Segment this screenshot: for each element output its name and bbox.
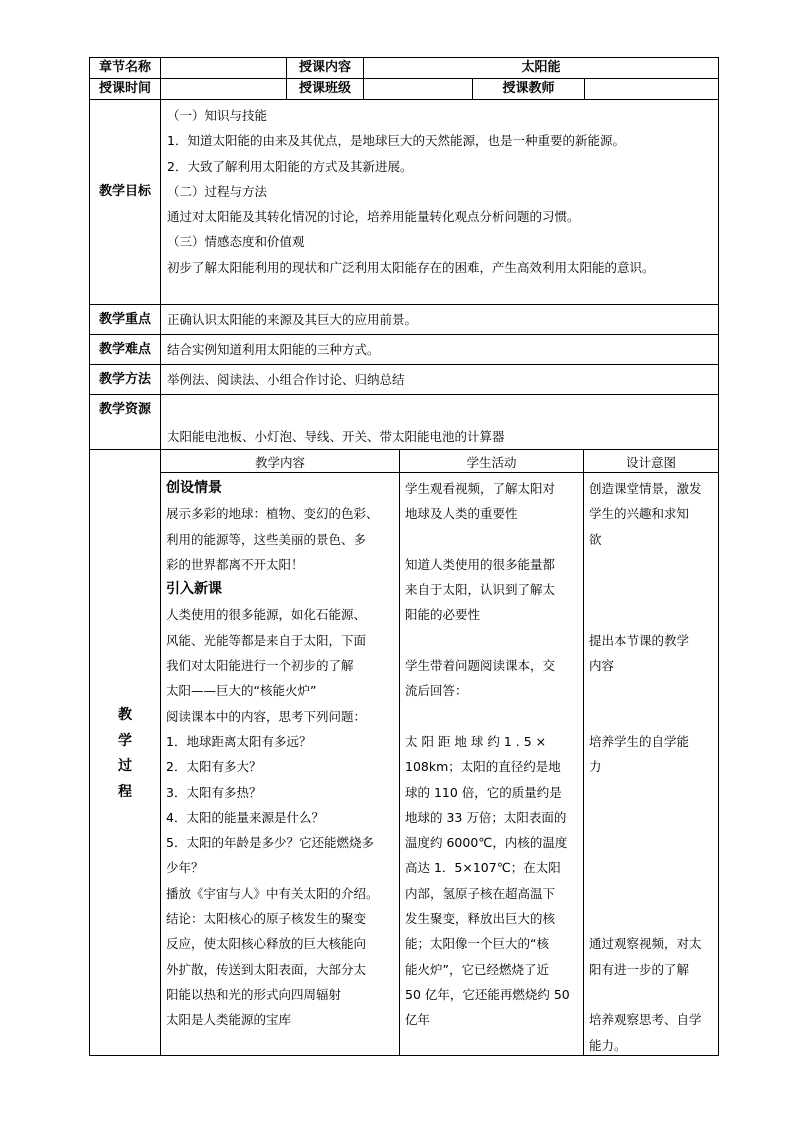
design-line xyxy=(589,881,717,906)
rule-process-header xyxy=(160,472,719,473)
student-line: 能；太阳像一个巨大的“核 xyxy=(405,936,549,952)
content-line: 展示多彩的地球：植物、变幻的色彩、 xyxy=(166,506,379,522)
design-line xyxy=(589,552,717,577)
content-line: 播放《宇宙与人》中有关太阳的介绍。 xyxy=(166,885,379,901)
col-header-student: 学生活动 xyxy=(466,455,517,470)
method-label: 教学方法 xyxy=(98,372,151,387)
rule-left xyxy=(89,57,90,1056)
student-line: 学生带着问题阅读课本，交 xyxy=(405,658,556,674)
class-label: 授课班级 xyxy=(298,81,351,96)
resources-label: 教学资源 xyxy=(98,402,151,417)
rule-right xyxy=(718,57,719,1056)
design-line xyxy=(589,704,717,729)
rule-h-col5 xyxy=(584,78,585,99)
content-line: 外扩散，传送到太阳表面，大部分太 xyxy=(166,961,367,977)
student-line: 亿年 xyxy=(405,1012,431,1028)
student-line: 来自于太阳，认识到了解太 xyxy=(405,582,556,598)
section-heading: 创设情景 xyxy=(166,480,222,496)
student-line xyxy=(405,628,581,653)
resources-text: 太阳能电池板、小灯泡、导线、开关、带太阳能电池的计算器 xyxy=(167,429,505,444)
teacher-label: 授课教师 xyxy=(502,81,555,96)
section-heading: 引入新课 xyxy=(166,581,222,598)
content-line: 少年？ xyxy=(166,860,204,876)
design-line: 内容 xyxy=(589,658,615,674)
objective-line: （二）过程与方法 xyxy=(167,183,268,199)
design-line: 创造课堂情景，激发 xyxy=(589,481,702,496)
process-label xyxy=(90,703,160,805)
student-line: 流后回答： xyxy=(405,683,468,699)
content-line: 我们对太阳能进行一个初步的了解 xyxy=(166,658,354,674)
col-header-design: 设计意图 xyxy=(625,455,676,470)
student-line: 温度约 6000℃，内核的温度 xyxy=(405,835,568,851)
keypoint-label: 教学重点 xyxy=(98,312,151,327)
process-label-char: 学 xyxy=(118,732,132,749)
rule-row1 xyxy=(89,78,719,79)
student-line: 发生聚变，释放出巨大的核 xyxy=(405,911,556,927)
student-line: 球的 110 倍，它的质量约是 xyxy=(405,784,562,800)
content-line: 利用的能源等，这些美丽的景色、多 xyxy=(166,531,367,547)
content-line: 3．太阳有多热？ xyxy=(166,784,262,800)
design-line: 阳有进一步的了解 xyxy=(589,961,690,977)
design-column xyxy=(589,476,717,1058)
content-column xyxy=(166,476,398,1033)
keypoint-text: 正确认识太阳能的来源及其巨大的应用前景。 xyxy=(167,312,418,327)
time-label: 授课时间 xyxy=(98,81,151,96)
rule-keypoint xyxy=(89,334,719,335)
design-line: 能力。 xyxy=(589,1037,627,1053)
design-line xyxy=(589,855,717,880)
objective-line: 初步了解太阳能利用的现状和广泛利用太阳能存在的困难，产生高效利用太阳能的意识。 xyxy=(167,259,655,275)
student-line: 高达 1．5×107℃；在太阳 xyxy=(405,860,561,876)
student-line: 阳能的必要性 xyxy=(405,607,481,623)
content-line: 反应，使太阳核心释放的巨大核能向 xyxy=(166,936,367,952)
student-line: 能火炉”，它已经燃烧了近 xyxy=(405,961,549,977)
rule-difficulty xyxy=(89,364,719,365)
content-line: 太阳是人类能源的宝库 xyxy=(166,1012,292,1028)
student-line: 地球的 33 万倍；太阳表面的 xyxy=(405,809,567,825)
design-line: 学生的兴趣和求知 xyxy=(589,506,690,522)
design-line: 培养观察思考、自学 xyxy=(589,1012,702,1028)
content-line: 2．太阳有多大？ xyxy=(166,759,262,775)
objective-line: 2．大致了解利用太阳能的方式及其新进展。 xyxy=(167,158,413,174)
design-line xyxy=(589,982,717,1007)
design-line: 培养学生的自学能 xyxy=(589,733,690,749)
col-header-content: 教学内容 xyxy=(254,455,305,470)
rule-objectives xyxy=(89,304,719,305)
content-line: 人类使用的很多能源，如化石能源、 xyxy=(166,607,367,623)
student-line: 内部，氢原子核在超高温下 xyxy=(405,885,556,901)
design-line: 欲 xyxy=(589,531,602,547)
difficulty-text: 结合实例知道利用太阳能的三种方式。 xyxy=(167,342,380,357)
student-line: 50 亿年，它还能再燃烧约 50 xyxy=(405,986,570,1002)
process-label-char: 过 xyxy=(118,758,132,774)
objectives-label: 教学目标 xyxy=(98,184,151,199)
content-line: 阅读课本中的内容，思考下列问题： xyxy=(166,708,367,724)
rule-p-col3 xyxy=(583,449,584,1056)
design-line xyxy=(589,805,717,830)
design-line xyxy=(589,830,717,855)
objective-line: （一）知识与技能 xyxy=(167,108,268,123)
content-line: 结论：太阳核心的原子核发生的聚变 xyxy=(166,911,367,927)
objective-line: 1．知道太阳能的由来及其优点，是地球巨大的天然能源，也是一种重要的新能源。 xyxy=(167,133,625,149)
rule-method xyxy=(89,394,719,395)
objective-line: 通过对太阳能及其转化情况的讨论，培养用能量转化观点分析问题的习惯。 xyxy=(167,209,580,225)
rule-row2 xyxy=(89,99,719,100)
student-line: 知道人类使用的很多能量都 xyxy=(405,556,556,572)
content-line: 1．地球距离太阳有多远？ xyxy=(166,733,312,749)
design-line: 提出本节课的教学 xyxy=(589,632,690,648)
rule-p-col2 xyxy=(399,449,400,1056)
student-line: 地球及人类的重要性 xyxy=(405,506,518,522)
design-line: 通过观察视频，对太 xyxy=(589,936,702,952)
content-label: 授课内容 xyxy=(298,60,351,75)
content-line: 风能、光能等都是来自于太阳，下面 xyxy=(166,632,367,648)
page-title: 太阳能 xyxy=(521,60,561,75)
objectives-list xyxy=(167,103,715,280)
method-text: 举例法、阅读法、小组合作讨论、归纳总结 xyxy=(167,372,405,387)
student-line: 太 阳 距 地 球 约 1 . 5 × xyxy=(405,733,547,749)
student-column xyxy=(405,476,581,1033)
content-line: 阳能以热和光的形式向四周辐射 xyxy=(166,986,342,1002)
content-line: 太阳——巨大的“核能火炉” xyxy=(166,683,317,699)
student-line: 学生观看视频，了解太阳对 xyxy=(405,481,556,496)
objective-line: （三）情感态度和价值观 xyxy=(167,234,305,250)
student-line xyxy=(405,527,581,552)
difficulty-label: 教学难点 xyxy=(98,342,151,357)
content-line: 5．太阳的年龄是多少？它还能燃烧多 xyxy=(166,835,374,851)
student-line xyxy=(405,704,581,729)
design-line xyxy=(589,577,717,602)
rule-label-col xyxy=(160,57,161,1056)
rule-top xyxy=(89,57,719,58)
process-label-char: 程 xyxy=(118,783,132,800)
process-label-char: 教 xyxy=(118,707,132,723)
design-line xyxy=(589,906,717,931)
chapter-label: 章节名称 xyxy=(98,60,151,75)
content-line: 彩的世界都离不开太阳！ xyxy=(166,556,304,572)
design-line xyxy=(589,602,717,627)
design-line xyxy=(589,780,717,805)
student-line: 108km；太阳的直径约是地 xyxy=(405,759,561,775)
content-line: 4．太阳的能量来源是什么？ xyxy=(166,809,324,825)
design-line xyxy=(589,678,717,703)
design-line: 力 xyxy=(589,759,602,775)
